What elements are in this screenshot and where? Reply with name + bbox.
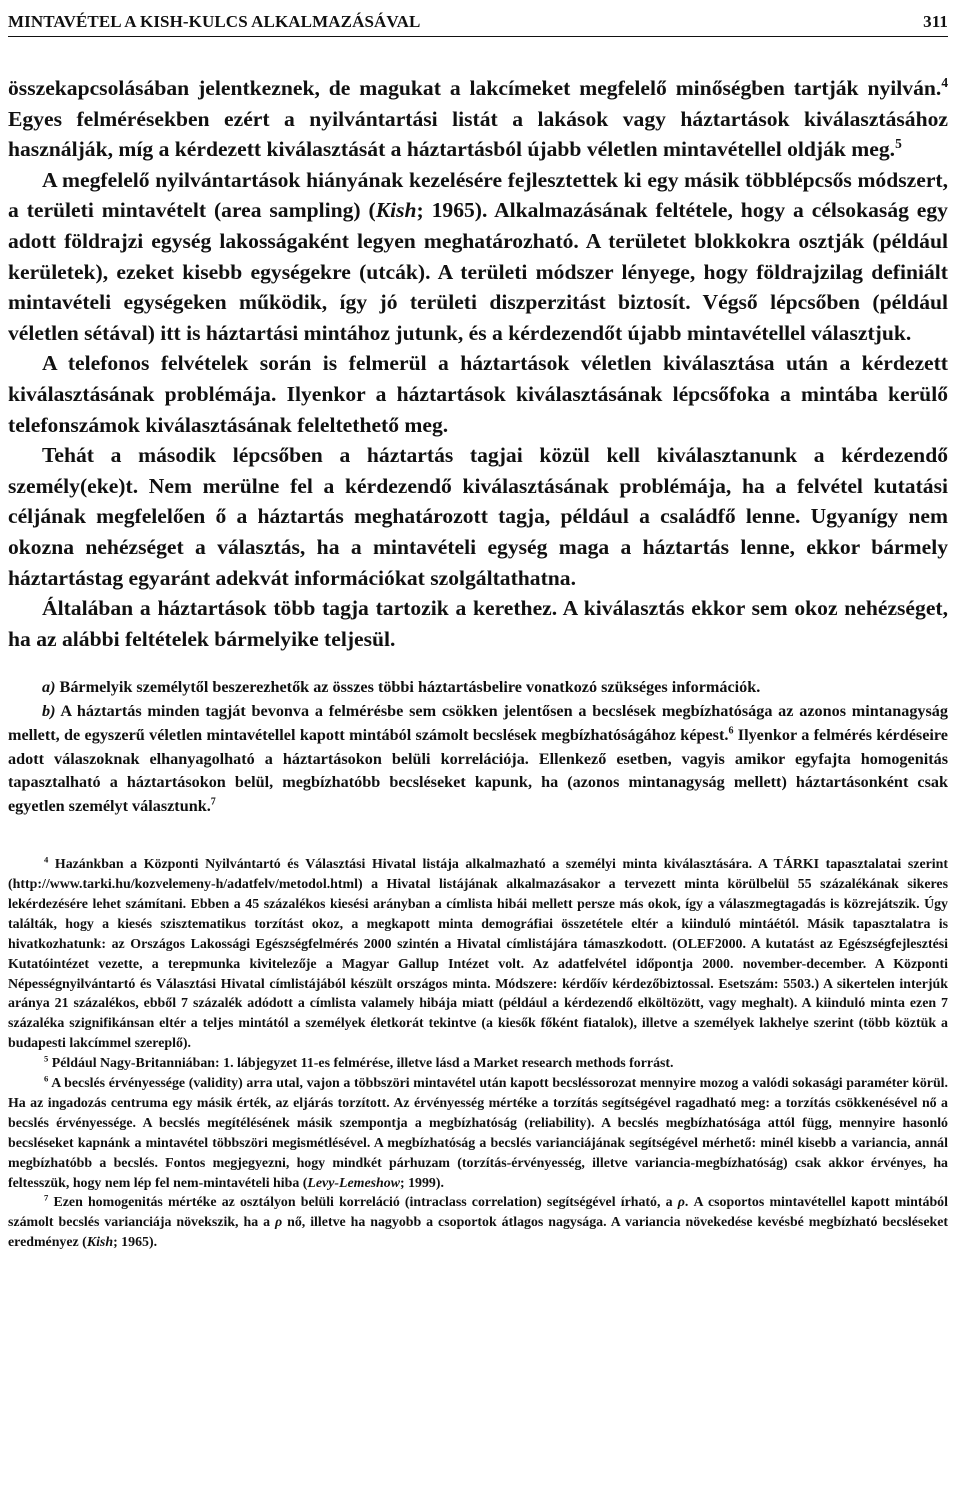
footnote-ref-6: 6: [728, 725, 734, 737]
page-number: 311: [923, 12, 948, 31]
paragraph-4: Tehát a második lépcsőben a háztartás tagjai közül kell kiválasztanunk a kérdezendő személy(eke)t. Nem merülne fel a kérdezendő kiválasztásának problémája, ha a felvétel kutatási céljának megfelelően ő a háztartás meghatározott tagja, például a családfő lenne. Ugyanígy nem okozna nehézséget a választás, ha a mintavételi egység maga a háztartás lenne, ekkor bármely háztartástag egyaránt adekvát információkat szolgáltathatna.: [8, 443, 948, 590]
footnote-7-text-a: Ezen homogenitás mértéke az osztályon belüli korreláció (intraclass correlation) segítségével írható, a: [48, 1195, 678, 1211]
list-item-b-text-b: Ilyenkor a felmérés kérdéseire adott válaszoknak elhanyagolható a háztartásokon belüli korrelációja. Ellenkező esetben, vagyis amikor egyfajta homogenitás tapasztalható a háztartásokon belül, megbízhatóbb becsléseket kapunk, ha (azonos mintanagyság mellett) háztartásonként csak egyetlen személyt választunk.: [8, 725, 948, 816]
list-marker-b: b): [42, 702, 56, 721]
footnote-6-number: 6: [44, 1073, 49, 1084]
list-marker-a: a): [42, 678, 56, 697]
footnote-5-text: Például Nagy-Britanniában: 1. lábjegyzet 11-es felmérése, illetve lásd a Market research methods forrást.: [48, 1056, 674, 1072]
footnote-6-text-a: A becslés érvényessége (validity) arra utal, vajon a többszöri mintavétel után kapott becsléssorozat mennyire mozog a valódi sokasági paraméter körül. Ha az ingadozás centruma egy másik érték, az eljárás torzított. Az érvényesség mértéke a torzítás segítségével ragadható meg: a torzítás csökkenésével nő a becslés érvényessége. A becslés megítélésének másik szempontja a megbízhatóság (reliability). A becslés megbízhatósága attól függ, mennyire hasonló becsléseket kapnánk a mintavétel többszöri megismétlésével. A megbízhatóság a becslés varianciájának segítségével mérhető: minél kisebb a variancia, annál megbízhatóbb a becslés. Fontos megjegyezni, hogy mindkét párhuzam (torzítás-érvényesség, illetve variancia-megbízhatóság) csak akkor érvényes, ha feltesszük, hogy nem lép fel nem-mintavételi hiba (: [8, 1076, 948, 1191]
footnote-ref-5: 5: [895, 136, 902, 151]
footnote-5: [8, 1054, 948, 1074]
list-item-a: [8, 676, 948, 700]
footnote-7-text-b: . A csoportos mintavétellel kapott mintából számolt becslés varianciája növekszik, ha a: [8, 1195, 948, 1231]
citation-kish: Kish: [86, 1235, 114, 1251]
paragraph-2-text-b: ; 1965). Alkalmazásának feltétele, hogy a célsokaság egy adott földrajzi egység lakosságaként legyen meghatározható. A területet blokkokra osztják (például kerületek), ezeket kisebb egységekre (utcák). A területi módszer lényege, hogy földrajzilag definiált mintavételi egységeken működik, így jó területi diszperzitást biztosít. Végső lépcsőben (például véletlen sétával) itt is háztartási mintához jutunk, és a kérdezendőt újabb mintavétellel választjuk.: [8, 198, 948, 345]
paragraph-1: [8, 73, 948, 165]
footnote-6: [8, 1074, 948, 1193]
citation-kish: Kish: [375, 198, 417, 223]
paragraph-1-text-a: összekapcsolásában jelentkeznek, de magukat a lakcímeket megfelelő minőségben tartják nyilván.: [8, 76, 942, 100]
citation-levy-lemeshow: Levy-Lemeshow: [307, 1175, 400, 1191]
footnote-4-text: Hazánkban a Központi Nyilvántartó és Választási Hivatal listája alkalmazható a személyi minta kiválasztására. A TÁRKI tapasztalatai szerint (http://www.tarki.hu/kozvelemeny-h/adatfelv/metodol.html) a Hivatal listájának alkalmazásakor a tervezett minta körülbelül 55 százalékának sikeres lekérdezésére lehet számítani. Ebben a 45 százalékos kiesési arányban a címlista hibái mellett persze más okok, így a válaszmegtagadás is közrejátszik. Úgy találták, hogy a kiesés szisztematikus torzítást okoz, a megkapott minta demográfiai összetétele eltér a kiinduló mintáétól. Másik tapasztalatra is hivatkozhatunk: az Országos Lakossági Egészségfelmérés 2000 szintén a Hivatal címlistájára támaszkodott. (OLEF2000. A kutatást az Egészségfejlesztési Kutatóintézet vezette, a terepmunka kivitelezője a Magyar Gallup Intézet volt. Az adatfelvétel időpontja 2000. november-december. A Központi Népességnyilvántartó és Választási Hivatal címlistájából készült országos minta. Módszere: kérdőív kérdezőbiztossal. Esetszám: 5503.) A sikertelen interjúk aránya 21 százalékos, ebből 7 százalék adódott a címlista valamely hibája miatt (például a kérdezendő elköltözött, vagy meghalt). A kiinduló minta ezen 7 százaléka szignifikánsan eltér a teljes mintától a személyek életkorát tekintve (a kiesők főként fiatalok), illetve a személyek lakhelye szerint (több köztük a budapesti lakcímmel szereplő).: [8, 857, 948, 1052]
running-header: [8, 6, 948, 37]
footnote-4-number: 4: [44, 854, 49, 865]
footnote-5-number: 5: [44, 1053, 49, 1064]
footnote-7-text-c: nő, illetve ha nagyobb a csoportok átlagos nagysága. A variancia növekedése kevésbé megbízható becsléseket eredményez (: [8, 1215, 949, 1251]
footnote-ref-7: 7: [210, 796, 216, 808]
footnotes: [8, 855, 948, 1253]
footnote-ref-4: 4: [941, 74, 948, 90]
condition-list: [8, 676, 948, 819]
paragraph-1-text-b: Egyes felmérésekben ezért a nyilvántartási listát a lakások vagy háztartások kiválasztásához használják, míg a kérdezett kiválasztását a háztartásból újabb véletlen mintavétellel oldják meg.: [8, 106, 948, 162]
list-item-b-text-a: A háztartás minden tagját bevonva a felmérésbe sem csökken jelentősen a becslések megbízhatósága az azonos mintanagyság mellett, de egyszerű véletlen mintavétellel kapott mintából számolt becslések megbízhatóságához képest.: [8, 702, 948, 744]
main-text: [8, 73, 948, 654]
paragraph-2: [8, 165, 948, 349]
list-item-b: [8, 700, 948, 819]
paragraph-2-text-a: A megfelelő nyilvántartások hiányának kezelésére fejlesztettek ki egy másik többlépcsős módszert, a területi mintavételt (area sampling) (: [8, 167, 948, 223]
footnote-4: [8, 855, 948, 1054]
page: [8, 0, 948, 1253]
rho-symbol: ρ: [677, 1195, 685, 1211]
footnote-7-number: 7: [44, 1192, 49, 1203]
running-title: MINTAVÉTEL A KISH-KULCS ALKALMAZÁSÁVAL: [8, 12, 421, 31]
footnote-7-text-d: ; 1965).: [113, 1235, 158, 1251]
rho-symbol: ρ: [275, 1215, 283, 1231]
paragraph-5: Általában a háztartások több tagja tartozik a kerethez. A kiválasztás ekkor sem okoz nehézséget, ha az alábbi feltételek bármelyike teljesül.: [8, 596, 948, 651]
footnote-6-text-b: ; 1999).: [399, 1175, 444, 1191]
footnote-7: [8, 1193, 948, 1253]
list-item-a-text: Bármelyik személytől beszerezhetők az összes többi háztartásbelire vonatkozó szükséges információk.: [55, 678, 761, 697]
paragraph-3: A telefonos felvételek során is felmerül a háztartások véletlen kiválasztása után a kérdezett kiválasztásának problémája. Ilyenkor a háztartások kiválasztásának lépcsőfoka a mintába kerülő telefonszámok kiválasztásának feleltethető meg.: [8, 351, 948, 437]
